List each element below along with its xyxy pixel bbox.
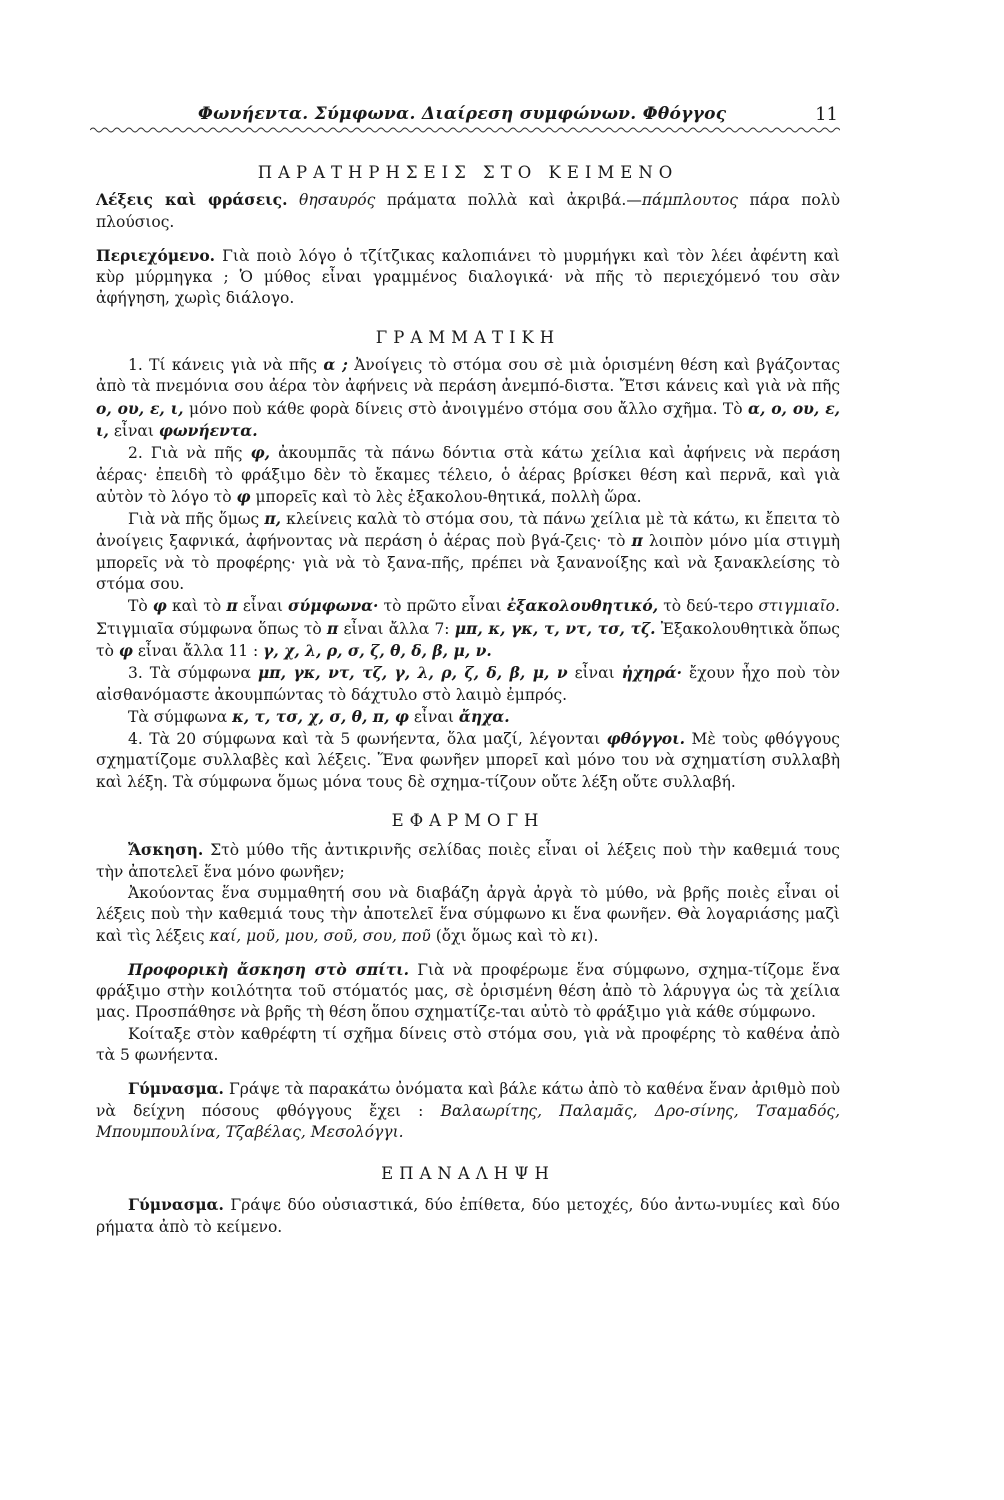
content-label: Περιεχόμενο. — [96, 245, 216, 265]
grammar-paragraph-1 — [96, 354, 840, 442]
text-run: Γιὰ νὰ πῆς ὅμως — [128, 510, 260, 529]
bold-letters: ο, ου, ε, ι, — [96, 398, 184, 418]
exercise-paragraph — [96, 839, 840, 883]
text-run: 4. Τὰ 20 σύμφωνα καὶ τὰ 5 φωνήεντα, ὅλα μαζί, λέγονται — [128, 730, 601, 749]
italic-word: κι — [571, 926, 588, 945]
section-heading-review: ΕΠΑΝΑΛΗΨΗ — [381, 1164, 555, 1184]
bold-letter: π, — [264, 509, 282, 529]
text-run: ἀκουμπᾶς τὰ πάνω δόντια στὰ κάτω χείλια καὶ ἀφήνεις νὰ περάση ἀέρας· ἐπειδὴ τὸ φράξιμο δὲν τὸ ἔκαμες τέλειο, ὁ ἀέρας βρίσκει θέση καὶ περνᾶ, καὶ γιὰ αὐτὸν τὸ λόγο τὸ — [96, 444, 840, 506]
text-run: Τὸ — [128, 597, 148, 616]
review-drill-paragraph — [96, 1194, 840, 1238]
wavy-rule-divider — [90, 124, 840, 136]
bold-letter: α ; — [323, 355, 348, 375]
text-run: Γιὰ νὰ προφέρωμε ἕνα σύμφωνο, σχημα-τίζομε ἕνα φράξιμο στὴν κοιλότητα τοῦ στόματός μας, σὲ ὁρισμένη θέση ἀπὸ τὸ λάρυγγα ὡς τὰ χείλια μας. Προσπάθησε νὰ βρῆς τὴ θέση ὅπου σχηματίζε-ται αὐτὸ τὸ φράξιμο γιὰ κάθε σύμφωνο. — [96, 960, 840, 1022]
bold-letter: π — [631, 531, 643, 551]
section-heading-grammar: ΓΡΑΜΜΑΤΙΚΗ — [375, 327, 561, 347]
bold-letters: α, ο, ου, ε, ι, — [96, 398, 841, 440]
bold-letter: φ — [118, 640, 133, 660]
voiceless-consonant-list: κ, τ, τσ, χ, σ, θ, π, φ — [232, 706, 409, 726]
term-vowels: φωνήεντα. — [158, 420, 258, 440]
italic-word-list: καί, μοῦ, μου, σοῦ, σου, ποῦ — [209, 926, 431, 945]
continuant-consonant-list: γ, χ, λ, ρ, σ, ζ, θ, δ, β, μ, ν. — [263, 640, 492, 660]
text-run: Κοίταξε στὸν καθρέφτη τί σχῆμα δίνεις στὸ στόμα σου, γιὰ νὰ προφέρης τὸ καθένα ἀπὸ τὰ 5 φωνήεντα. — [96, 1024, 840, 1064]
text-run: Στὸ μύθο τῆς ἀντικρινῆς σελίδας ποιὲς εἶναι οἱ λέξεις ποὺ τὴν καθεμιά τους τὴν ἀποτελεῖ ἕνα μόνο φωνῆεν; — [96, 841, 840, 881]
text-run: μόνο ποὺ κάθε φορὰ δίνεις στὸ ἀνοιγμένο στόμα σου ἄλλο σχῆμα. Τὸ — [189, 399, 743, 418]
oral-exercise-paragraph — [96, 959, 840, 1024]
term-consonants: σύμφωνα· — [288, 596, 379, 616]
term-thesavros: θησαυρός — [299, 191, 376, 210]
text-run: μπορεῖς καὶ τὸ λὲς ἐξακολου-θητικά, πολλὴ ὥρα. — [255, 487, 642, 506]
bold-letter: φ — [236, 486, 251, 506]
body-text — [96, 162, 840, 1238]
bold-letter: π — [226, 596, 238, 616]
text-run: εἶναι — [574, 664, 615, 683]
term-voiced: ἠχηρά· — [621, 663, 682, 683]
text-run: τὸ δεύ-τερο — [663, 597, 754, 616]
text-run: Γράψε δύο οὐσιαστικά, δύο ἐπίθετα, δύο μετοχές, δύο ἀντω-νυμίες καὶ δύο ρήματα ἀπὸ τὸ κείμενο. — [96, 1196, 840, 1236]
voiced-consonant-list: μπ, γκ, ντ, τζ, γ, λ, ρ, ζ, δ, β, μ, ν — [257, 663, 568, 683]
text-run: Ἐξακολουθητικὰ ὅπως τὸ — [96, 619, 840, 660]
grammar-paragraph-7 — [96, 728, 840, 793]
bold-letter: φ, — [250, 443, 271, 463]
grammar-paragraph-6 — [96, 706, 840, 728]
drill-label: Γύμνασμα. — [128, 1079, 224, 1099]
text-run: 2. Γιὰ νὰ πῆς — [128, 444, 243, 463]
mirror-paragraph — [96, 1024, 840, 1067]
def-pamploutos: πάρα πολὺ πλούσιος. — [96, 191, 841, 231]
exercise-label: Ἄσκηση. — [128, 840, 204, 860]
grammar-paragraph-2 — [96, 442, 840, 508]
grammar-paragraph-5 — [96, 662, 840, 706]
text-run: Στιγμιαῖα σύμφωνα ὅπως τὸ — [96, 619, 322, 638]
text-run: (ὄχι ὅμως καὶ τὸ — [435, 926, 567, 945]
term-pamploutos: πάμπλουτος — [641, 191, 738, 210]
text-run: εἶναι ἄλλα 11 : — [137, 641, 259, 660]
text-run: τὸ πρῶτο εἶναι — [383, 597, 502, 616]
oral-exercise-label: Προφορικὴ ἄσκηση στὸ σπίτι. — [128, 959, 410, 979]
text-run: κλείνεις καλὰ τὸ στόμα σου, τὰ πάνω χείλια μὲ τὰ κάτω, κι ἔπειτα τὸ ἀνοίγεις ξαφνικά, ἀφήνοντας νὰ περάση ὁ ἀέρας ποὺ βγά-ζεις· τὸ — [96, 510, 840, 551]
running-title: Φωνήεντα. Σύμφωνα. Διαίρεση συμφώνων. Φθόγγος — [198, 104, 727, 124]
text-run: 3. Τὰ σύμφωνα — [128, 664, 251, 683]
section-heading-application: ΕΦΑΡΜΟΓΗ — [391, 811, 545, 831]
stop-consonant-list: μπ, κ, γκ, τ, ντ, τσ, τζ. — [454, 618, 656, 638]
words-label: Λέξεις καὶ φράσεις. — [96, 190, 288, 210]
term-phonemes: φθόγγοι. — [606, 729, 686, 749]
page-number: 11 — [815, 104, 838, 125]
text-run: Τὰ σύμφωνα — [128, 707, 228, 726]
def-thesavros: πράματα πολλὰ καὶ ἀκριβά.— — [386, 191, 642, 210]
italic-name-list: Βαλαωρίτης, Παλαμᾶς, Δρο-σίνης, Τσαμαδός, Μπουμπουλίνα, Τζαβέλας, Μεσολόγγι. — [96, 1101, 841, 1141]
term-continuant: ἐξακολουθητικό, — [506, 596, 659, 616]
text-run: Ἀνοίγεις τὸ στόμα σου σὲ μιὰ ὁρισμένη θέση καὶ βγάζοντας ἀπὸ τὰ πνεμόνια σου ἀέρα τὸν ἀφήνεις νὰ περάση ἀνεμπό-διστα. Ἔτσι κάνεις καὶ γιὰ νὰ πῆς — [96, 356, 841, 396]
content-text: Γιὰ ποιὸ λόγο ὁ τζίτζικας καλοπιάνει τὸ μυρμήγκι καὶ τὸν λέει ἀφέντη καὶ κὺρ μύρμηγκα ; Ὁ μύθος εἶναι γραμμένος διαλογικά· νὰ πῆς τὸ περιεχόμενό του σὰν ἀφήγηση, χωρὶς διάλογο. — [96, 246, 840, 308]
text-run: Ἀκούοντας ἕνα συμμαθητή σου νὰ διαβάζη ἀργὰ ἀργὰ τὸ μύθο, νὰ βρῆς ποιὲς εἶναι οἱ λέξεις ποὺ τὴν καθεμιά τους τὴν ἀποτελεῖ ἕνα σύμφωνο κι ἕνα φωνῆεν. Θὰ λογαριάσης μαζὶ καὶ τὶς λέξεις — [96, 883, 840, 945]
review-drill-label: Γύμνασμα. — [128, 1195, 224, 1215]
term-stop: στιγμιαῖο. — [758, 597, 840, 616]
text-run: λοιπὸν μόνο μία στιγμὴ μπορεῖς νὰ τὸ προφέρης· γιὰ νὰ τὸ ξανα-πῆς, πρέπει νὰ ξανανοίξης καὶ νὰ ξανακλείσης τὸ στόμα σου. — [96, 532, 840, 594]
term-voiceless: ἄηχα. — [458, 706, 510, 726]
text-run: Γράψε τὰ παρακάτω ὀνόματα καὶ βάλε κάτω ἀπὸ τὸ καθένα ἕναν ἀριθμὸ ποὺ νὰ δείχνη πόσους φθόγγους ἔχει : — [96, 1080, 840, 1120]
text-run: 1. Τί κάνεις γιὰ νὰ πῆς — [128, 356, 318, 375]
text-run: εἶναι — [413, 707, 454, 726]
content-paragraph — [96, 245, 840, 310]
text-run: ἔχουν ἦχο ποὺ τὸν αἰσθανόμαστε ἀκουμπώντας τὸ δάχτυλο στὸ λαιμὸ ἐμπρός. — [96, 664, 840, 704]
bold-letter: π — [326, 618, 339, 638]
text-run: Μὲ τοὺς φθόγγους σχηματίζομε συλλαβὲς καὶ λέξεις. Ἕνα φωνῆεν μπορεῖ καὶ μόνο του νὰ σχηματίση συλλαβὴ καὶ λέξη. Τὰ σύμφωνα ὅμως μόνα τους δὲ σχημα-τίζουν οὔτε λέξη οὔτε συλλαβή. — [96, 730, 840, 791]
words-and-phrases — [96, 189, 840, 233]
text-run: ). — [587, 926, 599, 945]
grammar-paragraph-4 — [96, 595, 840, 662]
grammar-paragraph-3 — [96, 508, 840, 595]
exercise-paragraph-2 — [96, 883, 840, 947]
text-run: εἶναι — [242, 597, 283, 616]
section-heading-notes: ΠΑΡΑΤΗΡΗΣΕΙΣ ΣΤΟ ΚΕΙΜΕΝΟ — [257, 163, 679, 182]
text-run: εἶναι — [113, 421, 154, 440]
bold-letter: φ — [152, 596, 167, 616]
text-run: εἶναι ἄλλα 7: — [343, 619, 450, 638]
drill-paragraph — [96, 1078, 840, 1143]
text-run: καὶ τὸ — [171, 597, 222, 616]
